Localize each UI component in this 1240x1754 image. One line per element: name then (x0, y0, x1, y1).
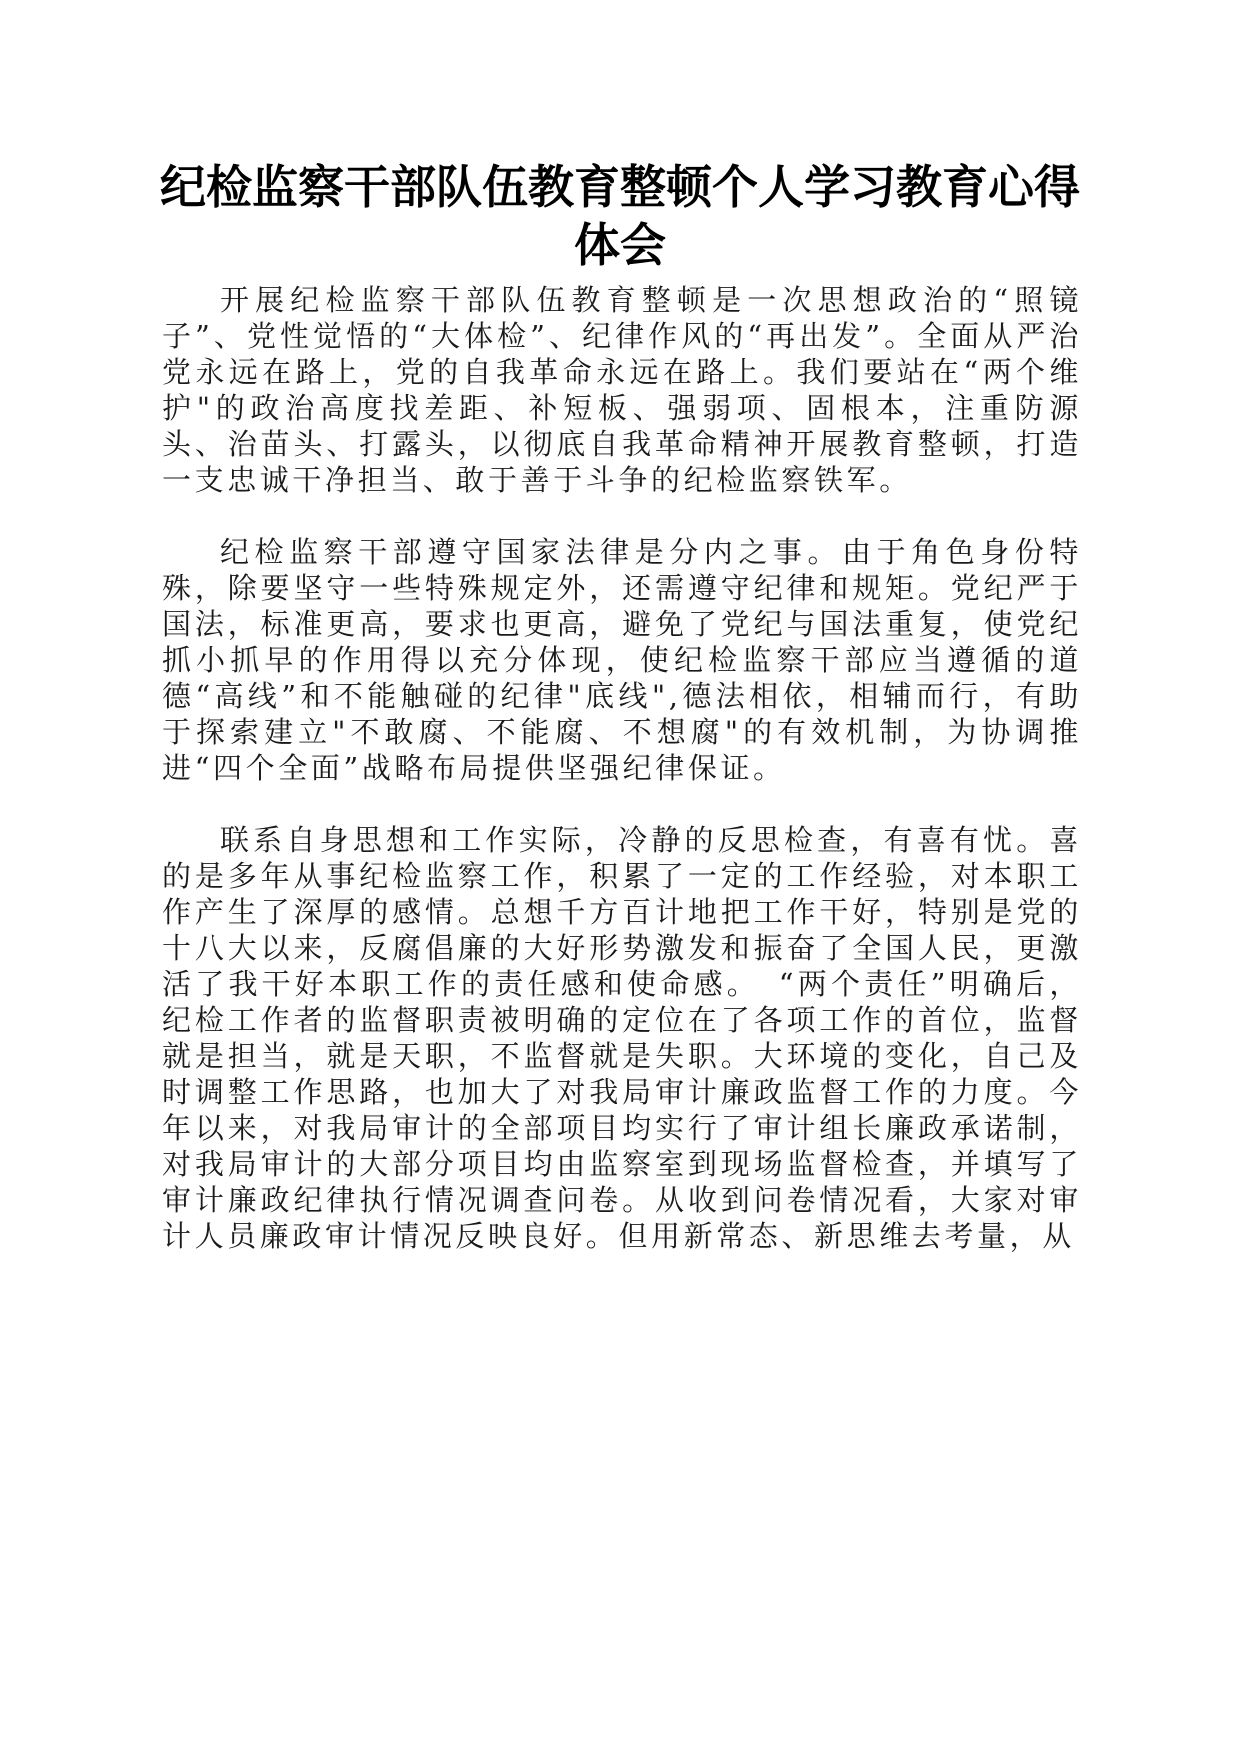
document-body (162, 282, 1082, 1254)
paragraph: 开展纪检监察干部队伍教育整顿是一次思想政治的“照镜子”、党性觉悟的“大体检”、纪律作风的“再出发”。全面从严治党永远在路上，党的自我革命永远在路上。我们要站在“两个维护"的政治高度找差距、补短板、强弱项、固根本，注重防源头、治苗头、打露头，以彻底自我革命精神开展教育整顿，打造一支忠诚干净担当、敢于善于斗争的纪检监察铁军。 (162, 283, 1082, 497)
title-line-1: 纪检监察干部队伍教育整顿个人学习教育心得 (160, 160, 1080, 214)
paragraph: 纪检监察干部遵守国家法律是分内之事。由于角色身份特殊，除要坚守一些特殊规定外，还需遵守纪律和规矩。党纪严于国法，标准更高，要求也更高，避免了党纪与国法重复，使党纪抓小抓早的作用得以充分体现，使纪检监察干部应当遵循的道德“高线”和不能触碰的纪律"底线",德法相依，相辅而行，有助于探索建立"不敢腐、不能腐、不想腐"的有效机制，为协调推进“四个全面”战略布局提供坚强纪律保证。 (162, 535, 1082, 785)
paragraph: 联系自身思想和工作实际，冷静的反思检查，有喜有忧。喜的是多年从事纪检监察工作，积累了一定的工作经验，对本职工作产生了深厚的感情。总想千方百计地把工作干好，特别是党的十八大以来，反腐倡廉的大好形势激发和振奋了全国人民，更激活了我干好本职工作的责任感和使命感。 “两个责任”明确后，纪检工作者的监督职责被明确的定位在了各项工作的首位，监督就是担当，就是天职，不监督就是失职。大环境的变化，自己及时调整工作思路，也加大了对我局审计廉政监督工作的力度。今年以来，对我局审计的全部项目均实行了审计组长廉政承诺制，对我局审计的大部分项目均由监察室到现场监督检查，并填写了审计廉政纪律执行情况调查问卷。从收到问卷情况看，大家对审计人员廉政审计情况反映良好。但用新常态、新思维去考量，从 (162, 823, 1082, 1253)
document-title (150, 158, 1090, 274)
title-line-2: 体会 (574, 218, 666, 272)
